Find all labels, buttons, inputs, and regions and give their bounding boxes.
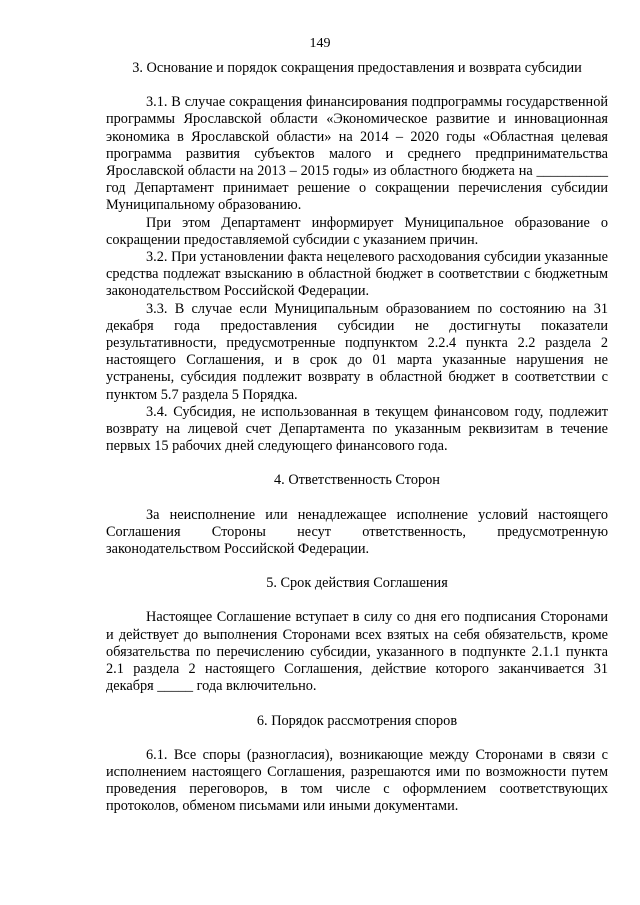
paragraph: 6.1. Все споры (разногласия), возникающие между Сторонами в связи с исполнением настоящего Соглашения, разрешаются ими по возможности путем проведения переговоров, в том числе с оформлением соответствующих протоколов, обменом письмами или иными документами.: [106, 746, 608, 815]
document-body: [106, 60, 608, 816]
paragraph: 3.2. При установлении факта нецелевого расходования субсидии указанные средства подлежат взысканию в областной бюджет в соответствии с бюджетным законодательством Российской Федерации.: [106, 249, 608, 300]
section-5: [106, 575, 608, 695]
section-4: [106, 472, 608, 558]
paragraph: 3.1. В случае сокращения финансирования подпрограммы государственной программы Ярославской области «Экономическое развитие и инновационная экономика в Ярославской области» на 2014 – 2020 годы «Областная целевая программа развития субъектов малого и среднего предпринимательства Ярославской области на 2013 – 2015 годы» из областного бюджета на __________ год Департамент принимает решение о сокращении перечисления субсидии Муниципальному образованию.: [106, 94, 608, 214]
section-heading: 6. Порядок рассмотрения споров: [256, 712, 458, 729]
section-heading: 5. Срок действия Соглашения: [266, 575, 448, 592]
section-6: [106, 713, 608, 816]
section-heading: 3. Основание и порядок сокращения предоставления и возврата субсидии: [132, 60, 582, 76]
page-number: 149: [309, 36, 331, 51]
section-heading: 4. Ответственность Сторон: [274, 472, 440, 489]
paragraph: Настоящее Соглашение вступает в силу со дня его подписания Сторонами и действует до выполнения Сторонами всех взятых на себя обязательств, кроме обязательства по перечислению субсидии, указанного в подпункте 2.1.1 пункта 2.1 раздела 2 настоящего Соглашения, действие которого заканчивается 31 декабря _____ года включительно.: [106, 609, 608, 695]
paragraph: 3.4. Субсидия, не использованная в текущем финансовом году, подлежит возврату на лицевой счет Департамента по указанным реквизитам в течение первых 15 рабочих дней следующего финансового года.: [106, 403, 608, 455]
paragraph: 3.3. В случае если Муниципальным образованием по состоянию на 31 декабря года предоставления субсидии не достигнуты показатели результативности, предусмотренные подпунктом 2.2.4 пункта 2.2 раздела 2 настоящего Соглашения, и в срок до 01 марта указанные нарушения не устранены, субсидия подлежит возврату в областной бюджет в соответствии с пунктом 5.7 раздела 5 Порядка.: [106, 300, 608, 403]
section-3: [106, 60, 608, 455]
paragraph: За неисполнение или ненадлежащее исполнение условий настоящего Соглашения Стороны несут ответственность, предусмотренную законодательством Российской Федерации.: [106, 506, 608, 558]
paragraph: При этом Департамент информирует Муниципальное образование о сокращении предоставляемой субсидии с указанием причин.: [106, 214, 608, 248]
